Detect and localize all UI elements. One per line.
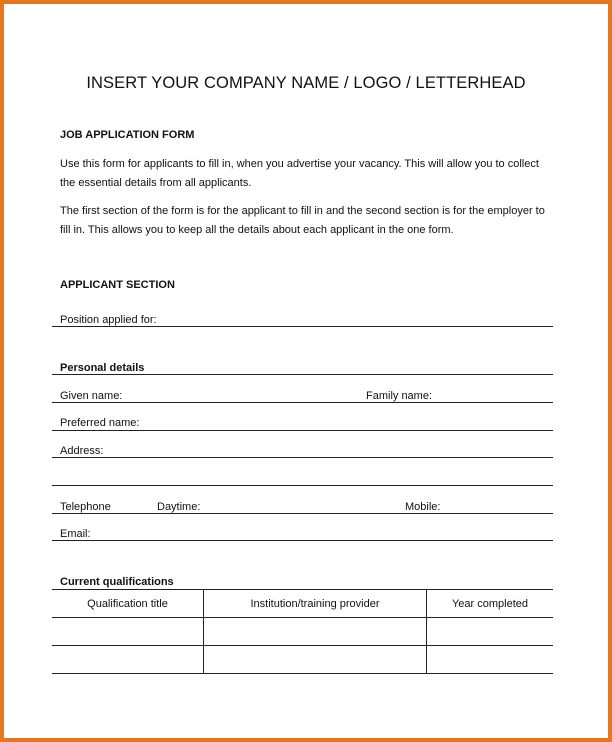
intro-paragraph-1-line-2: the essential details from all applicants. [60, 177, 252, 189]
family-name-label: Family name: [366, 390, 433, 402]
address-line-2[interactable] [52, 485, 553, 486]
position-applied-label: Position applied for: [60, 314, 157, 326]
current-qualifications-title: Current qualifications [60, 576, 174, 588]
email-label: Email: [60, 528, 91, 540]
intro-paragraph-2-line-1: The first section of the form is for the applicant to fill in and the second section is for the employer to [60, 205, 545, 217]
table-cell[interactable] [204, 618, 427, 646]
table-row [52, 618, 553, 646]
intro-paragraph-2-line-2: fill in. This allows you to keep all the details about each applicant in the one form. [60, 224, 454, 236]
column-header: Institution/training provider [204, 590, 427, 618]
table-header-row [52, 590, 553, 618]
form-title: JOB APPLICATION FORM [60, 129, 195, 141]
table-cell[interactable] [427, 646, 554, 674]
intro-paragraph-1-line-1: Use this form for applicants to fill in, when you advertise your vacancy. This will allow you to collect [60, 158, 539, 170]
email-line[interactable] [52, 540, 553, 541]
name-line[interactable] [52, 402, 553, 403]
table-cell[interactable] [204, 646, 427, 674]
preferred-name-line[interactable] [52, 430, 553, 431]
applicant-section-title: APPLICANT SECTION [60, 279, 175, 291]
mobile-label: Mobile: [405, 501, 441, 513]
preferred-name-label: Preferred name: [60, 417, 140, 429]
letterhead: INSERT YOUR COMPANY NAME / LOGO / LETTERHEAD [86, 74, 526, 92]
daytime-label: Daytime: [157, 501, 201, 513]
form-page [4, 4, 608, 738]
column-header: Qualification title [52, 590, 204, 618]
table-row [52, 646, 553, 674]
table-cell[interactable] [52, 646, 204, 674]
given-name-label: Given name: [60, 390, 123, 402]
personal-details-title: Personal details [60, 362, 145, 374]
position-applied-line[interactable] [52, 326, 553, 327]
address-label: Address: [60, 445, 104, 457]
section-divider [52, 374, 553, 375]
table-cell[interactable] [52, 618, 204, 646]
column-header: Year completed [427, 590, 554, 618]
qualifications-table [52, 589, 553, 674]
telephone-label: Telephone [60, 501, 111, 513]
address-line-1[interactable] [52, 457, 553, 458]
telephone-line[interactable] [52, 513, 553, 514]
table-cell[interactable] [427, 618, 554, 646]
